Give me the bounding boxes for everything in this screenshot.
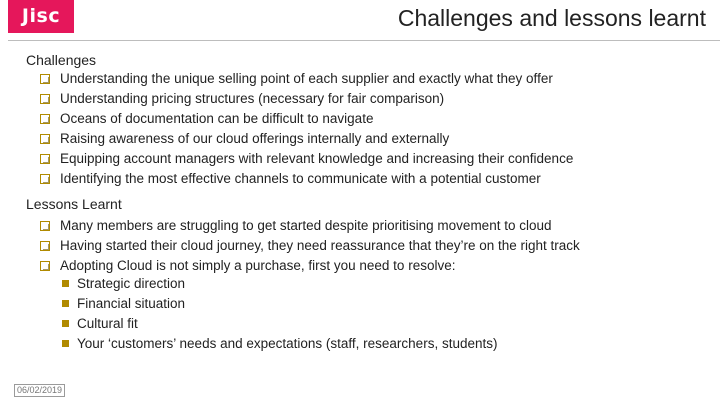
challenge-item <box>40 149 573 169</box>
checkbox-bullet-icon <box>40 221 50 231</box>
lesson-subitem-text: Cultural fit <box>77 316 138 331</box>
lesson-text: Adopting Cloud is not simply a purchase, first you need to resolve: <box>60 258 456 273</box>
checkbox-bullet-icon <box>40 74 50 84</box>
checkbox-bullet-icon <box>40 94 50 104</box>
challenge-text: Identifying the most effective channels to communicate with a potential customer <box>60 171 541 186</box>
lessons-sublist <box>62 274 497 354</box>
lesson-subitem <box>62 294 497 314</box>
lesson-subitem-text: Your ‘customers’ needs and expectations (staff, researchers, students) <box>77 336 498 351</box>
challenge-text: Oceans of documentation can be difficult to navigate <box>60 111 374 126</box>
square-bullet-icon <box>62 300 69 307</box>
lessons-heading: Lessons Learnt <box>26 196 122 212</box>
checkbox-bullet-icon <box>40 154 50 164</box>
checkbox-bullet-icon <box>40 114 50 124</box>
lesson-text: Having started their cloud journey, they need reassurance that they’re on the right track <box>60 238 580 253</box>
challenge-text: Understanding pricing structures (necessary for fair comparison) <box>60 91 445 106</box>
checkbox-bullet-icon <box>40 261 50 271</box>
challenge-item <box>40 69 573 89</box>
lesson-subitem <box>62 314 497 334</box>
title-divider <box>8 40 720 41</box>
lesson-subitem-text: Strategic direction <box>77 276 186 291</box>
challenge-text: Equipping account managers with relevant knowledge and increasing their confidence <box>60 151 574 166</box>
lesson-subitem <box>62 334 497 354</box>
challenges-list <box>40 69 573 189</box>
challenge-item <box>40 89 573 109</box>
checkbox-bullet-icon <box>40 241 50 251</box>
challenge-text: Understanding the unique selling point of each supplier and exactly what they offer <box>60 71 553 86</box>
checkbox-bullet-icon <box>40 174 50 184</box>
lesson-item <box>40 216 580 236</box>
lesson-text: Many members are struggling to get started despite prioritising movement to cloud <box>60 218 552 233</box>
square-bullet-icon <box>62 320 69 327</box>
jisc-logo: Jisc <box>8 0 74 33</box>
challenge-item <box>40 169 573 189</box>
challenge-item <box>40 129 573 149</box>
square-bullet-icon <box>62 340 69 347</box>
lesson-subitem-text: Financial situation <box>77 296 186 311</box>
lesson-item <box>40 256 580 276</box>
slide-date: 06/02/2019 <box>14 384 65 397</box>
lesson-item <box>40 236 580 256</box>
checkbox-bullet-icon <box>40 134 50 144</box>
challenge-item <box>40 109 573 129</box>
lessons-list <box>40 216 580 276</box>
slide-title: Challenges and lessons learnt <box>397 5 706 31</box>
challenges-heading: Challenges <box>26 52 97 68</box>
lesson-subitem <box>62 274 497 294</box>
challenge-text: Raising awareness of our cloud offerings internally and externally <box>60 131 450 146</box>
square-bullet-icon <box>62 280 69 287</box>
